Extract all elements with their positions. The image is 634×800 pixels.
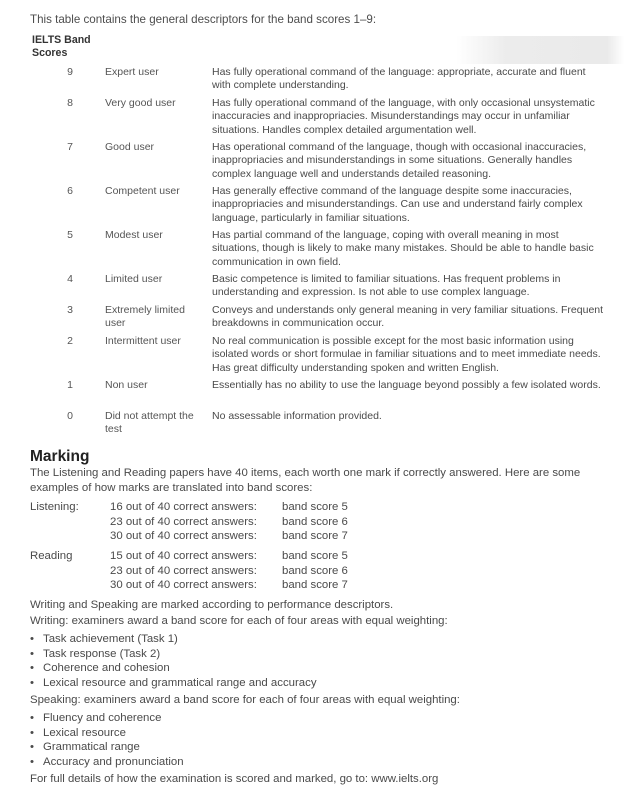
bullet-icon: • xyxy=(30,676,34,689)
speaking-criteria-list xyxy=(30,711,184,769)
list-item xyxy=(30,676,317,691)
bullet-icon: • xyxy=(30,726,34,739)
table-row xyxy=(0,410,634,441)
marking-heading: Marking xyxy=(30,448,90,465)
footer-text: For full details of how the examination is scored and marked, go to: www.ielts.org xyxy=(30,773,439,785)
speaking-intro: Speaking: examiners award a band score for each of four areas with equal weighting: xyxy=(30,694,460,706)
score-row xyxy=(30,564,630,579)
correct-answers: 30 out of 40 correct answers: xyxy=(110,579,257,591)
list-item-text: Lexical resource xyxy=(43,726,126,739)
band-score: 6 xyxy=(67,185,73,197)
correct-answers: 23 out of 40 correct answers: xyxy=(110,564,257,577)
band-label: Very good user xyxy=(105,97,176,109)
list-item xyxy=(30,755,184,770)
list-item xyxy=(30,740,184,755)
band-label: Expert user xyxy=(105,66,159,78)
table-row xyxy=(0,304,634,335)
list-item-text: Fluency and coherence xyxy=(43,712,162,724)
band-score-value: band score 7 xyxy=(282,530,348,542)
table-row xyxy=(0,66,634,97)
bullet-icon: • xyxy=(30,755,34,768)
band-description: Has fully operational command of the language, with only occasional unsystematic inaccuracies and inappropriacies. Misunderstandings may occur in unfamiliar situations. Handles complex detailed argumentation well. xyxy=(212,97,595,136)
table-row xyxy=(0,97,634,141)
list-item xyxy=(30,711,184,726)
band-description: No real communication is possible except for the most basic information using isolated words or short formulae in familiar situations and to meet immediate needs. Has great difficulty understanding spoken and written English. xyxy=(212,335,601,374)
score-row xyxy=(30,549,630,564)
score-row xyxy=(30,578,630,593)
band-description: Has fully operational command of the language: appropriate, accurate and fluent with complete understanding. xyxy=(212,66,586,92)
list-item-text: Coherence and cohesion xyxy=(43,662,170,675)
band-score: 1 xyxy=(67,379,73,391)
band-label: Good user xyxy=(105,141,155,153)
bullet-icon: • xyxy=(30,647,34,660)
writing-speaking-intro: Writing and Speaking are marked according to performance descriptors. xyxy=(30,599,394,611)
score-row xyxy=(30,500,630,515)
correct-answers: 23 out of 40 correct answers: xyxy=(110,515,257,528)
reading-scores xyxy=(30,549,630,593)
table-row xyxy=(0,335,634,379)
correct-answers: 30 out of 40 correct answers: xyxy=(110,530,257,542)
table-row xyxy=(0,185,634,229)
band-score-value: band score 6 xyxy=(282,564,348,577)
band-score: 2 xyxy=(67,335,73,347)
band-label: Did not attempt the test xyxy=(105,410,194,436)
table-header-line-1: IELTS Band xyxy=(32,34,91,46)
table-header-line-2: Scores xyxy=(32,47,68,59)
reading-label: Reading xyxy=(30,550,73,562)
band-label: Limited user xyxy=(105,273,163,285)
bullet-icon: • xyxy=(30,741,34,754)
band-description: Conveys and understands only general meaning in very familiar situations. Frequent breakdowns in communication occur. xyxy=(212,304,604,330)
list-item-text: Grammatical range xyxy=(43,741,140,754)
list-item xyxy=(30,632,317,647)
bullet-icon: • xyxy=(30,712,34,724)
writing-intro: Writing: examiners award a band score for each of four areas with equal weighting: xyxy=(30,615,448,627)
list-item xyxy=(30,647,317,662)
band-label: Intermittent user xyxy=(105,335,181,347)
band-score: 0 xyxy=(67,410,73,422)
band-score: 3 xyxy=(67,304,73,316)
band-description: Basic competence is limited to familiar situations. Has frequent problems in understanding and expression. Is not able to use complex language. xyxy=(212,273,561,299)
band-scores-table xyxy=(0,66,634,441)
list-item-text: Task achievement (Task 1) xyxy=(43,633,178,645)
header-shading xyxy=(456,36,624,64)
band-score-value: band score 5 xyxy=(282,501,348,513)
marking-intro: The Listening and Reading papers have 40 items, each worth one mark if correctly answered. Here are some examples of how marks are translated into band scores: xyxy=(30,467,581,494)
writing-criteria-list xyxy=(30,632,317,690)
score-row xyxy=(30,529,630,544)
list-item xyxy=(30,661,317,676)
band-score: 5 xyxy=(67,229,73,241)
list-item-text: Accuracy and pronunciation xyxy=(43,755,184,768)
table-row xyxy=(0,229,634,273)
band-score-value: band score 6 xyxy=(282,515,348,528)
correct-answers: 15 out of 40 correct answers: xyxy=(110,550,257,562)
listening-label: Listening: xyxy=(30,501,79,513)
band-score-value: band score 7 xyxy=(282,579,348,591)
band-description: Essentially has no ability to use the language beyond possibly a few isolated words. xyxy=(212,379,601,391)
band-label: Competent user xyxy=(105,185,180,197)
bullet-icon: • xyxy=(30,662,34,675)
band-description: Has partial command of the language, coping with overall meaning in most situations, though is likely to make many mistakes. Should be able to handle basic communication in own field. xyxy=(212,229,594,268)
correct-answers: 16 out of 40 correct answers: xyxy=(110,501,257,513)
list-item-text: Task response (Task 2) xyxy=(43,647,161,660)
band-label: Modest user xyxy=(105,229,163,241)
band-score: 7 xyxy=(67,141,73,153)
bullet-icon: • xyxy=(30,633,34,645)
band-description: Has operational command of the language, though with occasional inaccuracies, inappropriacies and misunderstandings in some situations. Generally handles complex language well and understands detailed reasoning. xyxy=(212,141,587,180)
table-row xyxy=(0,141,634,185)
band-label: Non user xyxy=(105,379,148,391)
list-item-text: Lexical resource and grammatical range and accuracy xyxy=(43,676,317,689)
table-row xyxy=(0,379,634,410)
band-description: Has generally effective command of the language despite some inaccuracies, inappropriacies and misunderstandings. Can use and understand fairly complex language, particularly in familiar situations. xyxy=(212,185,583,224)
band-label: Extremely limited user xyxy=(105,304,185,330)
list-item xyxy=(30,726,184,741)
intro-text: This table contains the general descriptors for the band scores 1–9: xyxy=(30,13,377,26)
table-row xyxy=(0,273,634,304)
listening-scores xyxy=(30,500,630,544)
band-score: 8 xyxy=(67,97,73,109)
score-row xyxy=(30,515,630,530)
band-description: No assessable information provided. xyxy=(212,410,382,422)
band-score: 4 xyxy=(67,273,73,285)
band-score-value: band score 5 xyxy=(282,550,348,562)
band-score: 9 xyxy=(67,66,73,78)
table-header xyxy=(32,34,112,60)
